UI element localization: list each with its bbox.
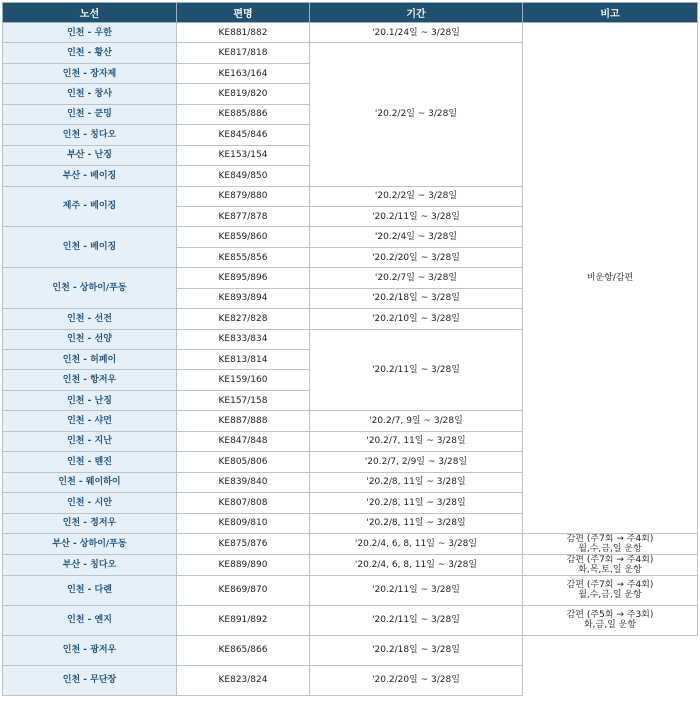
route-cell: 인천 - 허페이: [3, 350, 177, 370]
route-cell: 인천 - 베이징: [3, 227, 177, 268]
header-remarks: 비고: [523, 3, 698, 23]
period-cell: '20.2/4일 ~ 3/28일: [310, 227, 523, 247]
period-cell: '20.2/11일 ~ 3/28일: [310, 605, 523, 635]
route-cell: 제주 - 베이징: [3, 186, 177, 227]
flight-cell: KE881/882: [177, 23, 310, 43]
remarks-cell: [523, 554, 698, 575]
schedule-table-container: [2, 2, 698, 696]
period-cell: '20.2/11일 ~ 3/28일: [310, 575, 523, 605]
route-cell: 인천 - 상하이/푸동: [3, 268, 177, 309]
route-cell: 인천 - 다롄: [3, 575, 177, 605]
route-cell: 인천 - 옌지: [3, 605, 177, 635]
route-cell: 인천 - 창사: [3, 84, 177, 104]
flight-cell: KE153/154: [177, 145, 310, 165]
header-flight: 편명: [177, 3, 310, 23]
table-row: [3, 665, 698, 695]
route-cell: 인천 - 광저우: [3, 635, 177, 665]
flight-cell: KE889/890: [177, 554, 310, 575]
flight-cell: KE893/894: [177, 288, 310, 308]
remarks-line: 감편 (주5회 → 주3회): [566, 610, 654, 621]
route-cell: 부산 - 칭다오: [3, 554, 177, 575]
route-cell: 부산 - 난징: [3, 145, 177, 165]
flight-cell: KE869/870: [177, 575, 310, 605]
route-cell: 인천 - 항저우: [3, 370, 177, 390]
period-cell: '20.2/2일 ~ 3/28일: [310, 186, 523, 206]
remarks-line: 감편 (주7회 → 주4회): [566, 554, 654, 565]
flight-cell: KE875/876: [177, 533, 310, 554]
flight-cell: KE887/888: [177, 411, 310, 431]
period-cell: '20.2/2일 ~ 3/28일: [310, 43, 523, 186]
flight-cell: KE891/892: [177, 605, 310, 635]
remarks-line: 감편 (주7회 → 주4회): [566, 533, 654, 544]
period-cell: '20.2/4, 6, 8, 11일 ~ 3/28일: [310, 554, 523, 575]
remarks-line: 비운항/감편: [586, 272, 634, 283]
flight-cell: KE809/810: [177, 513, 310, 533]
flight-cell: KE865/866: [177, 635, 310, 665]
flight-cell: KE157/158: [177, 390, 310, 410]
flight-cell: KE813/814: [177, 350, 310, 370]
flight-cell: KE855/856: [177, 247, 310, 267]
table-body: [3, 23, 698, 696]
flight-cell: KE833/834: [177, 329, 310, 349]
route-cell: 인천 - 장자제: [3, 63, 177, 83]
remarks-line: 화,목,토,일 운항: [578, 564, 642, 575]
flight-cell: KE879/880: [177, 186, 310, 206]
table-row: [3, 533, 698, 554]
route-cell: 인천 - 시안: [3, 493, 177, 513]
route-cell: 부산 - 상하이/푸동: [3, 533, 177, 554]
route-cell: 인천 - 난징: [3, 390, 177, 410]
period-cell: '20.2/20일 ~ 3/28일: [310, 665, 523, 695]
remarks-line: 감편 (주7회 → 주4회): [566, 580, 654, 591]
route-cell: 인천 - 쿤밍: [3, 104, 177, 124]
flight-cell: KE827/828: [177, 309, 310, 329]
schedule-table: [2, 2, 698, 696]
period-cell: '20.2/11일 ~ 3/28일: [310, 206, 523, 226]
route-cell: 인천 - 톈진: [3, 452, 177, 472]
table-row: [3, 635, 698, 665]
period-cell: '20.2/7, 9일 ~ 3/28일: [310, 411, 523, 431]
table-row: [3, 605, 698, 635]
remarks-cell: [523, 575, 698, 605]
period-cell: '20.2/7일 ~ 3/28일: [310, 268, 523, 288]
remarks-line: 화,금,일 운항: [583, 620, 637, 631]
table-row: [3, 554, 698, 575]
period-cell: '20.2/11일 ~ 3/28일: [310, 329, 523, 411]
route-cell: 인천 - 우한: [3, 23, 177, 43]
period-cell: '20.2/8, 11일 ~ 3/28일: [310, 493, 523, 513]
period-cell: '20.2/10일 ~ 3/28일: [310, 309, 523, 329]
flight-cell: KE817/818: [177, 43, 310, 63]
route-cell: 인천 - 정저우: [3, 513, 177, 533]
route-cell: 인천 - 선전: [3, 309, 177, 329]
header-row: [3, 3, 698, 23]
flight-cell: KE807/808: [177, 493, 310, 513]
flight-cell: KE823/824: [177, 665, 310, 695]
route-cell: 인천 - 황산: [3, 43, 177, 63]
flight-cell: KE859/860: [177, 227, 310, 247]
route-cell: 인천 - 선양: [3, 329, 177, 349]
route-cell: 인천 - 칭다오: [3, 125, 177, 145]
header-period: 기간: [310, 3, 523, 23]
period-cell: '20.2/8, 11일 ~ 3/28일: [310, 472, 523, 492]
flight-cell: KE163/164: [177, 63, 310, 83]
table-row: [3, 23, 698, 43]
route-cell: 인천 - 웨이하이: [3, 472, 177, 492]
period-cell: '20.2/4, 6, 8, 11일 ~ 3/28일: [310, 533, 523, 554]
period-cell: '20.1/24일 ~ 3/28일: [310, 23, 523, 43]
flight-cell: KE819/820: [177, 84, 310, 104]
route-cell: 인천 - 무단장: [3, 665, 177, 695]
flight-cell: KE839/840: [177, 472, 310, 492]
period-cell: '20.2/7, 11일 ~ 3/28일: [310, 431, 523, 451]
route-cell: 인천 - 지난: [3, 431, 177, 451]
flight-cell: KE159/160: [177, 370, 310, 390]
period-cell: '20.2/8, 11일 ~ 3/28일: [310, 513, 523, 533]
flight-cell: KE877/878: [177, 206, 310, 226]
remarks-line: 월,수,금,일 운항: [578, 590, 642, 601]
route-cell: 부산 - 베이징: [3, 166, 177, 186]
route-cell: 인천 - 샤먼: [3, 411, 177, 431]
remarks-cell: [523, 533, 698, 554]
period-cell: '20.2/20일 ~ 3/28일: [310, 247, 523, 267]
period-cell: '20.2/18일 ~ 3/28일: [310, 288, 523, 308]
remarks-cell: [523, 605, 698, 635]
table-row: [3, 575, 698, 605]
period-cell: '20.2/7, 2/9일 ~ 3/28일: [310, 452, 523, 472]
remarks-cell: [523, 23, 698, 534]
flight-cell: KE885/886: [177, 104, 310, 124]
flight-cell: KE847/848: [177, 431, 310, 451]
flight-cell: KE895/896: [177, 268, 310, 288]
header-route: 노선: [3, 3, 177, 23]
flight-cell: KE849/850: [177, 166, 310, 186]
flight-cell: KE845/846: [177, 125, 310, 145]
flight-cell: KE805/806: [177, 452, 310, 472]
remarks-line: 월,수,금,일 운항: [578, 543, 642, 554]
period-cell: '20.2/18일 ~ 3/28일: [310, 635, 523, 665]
